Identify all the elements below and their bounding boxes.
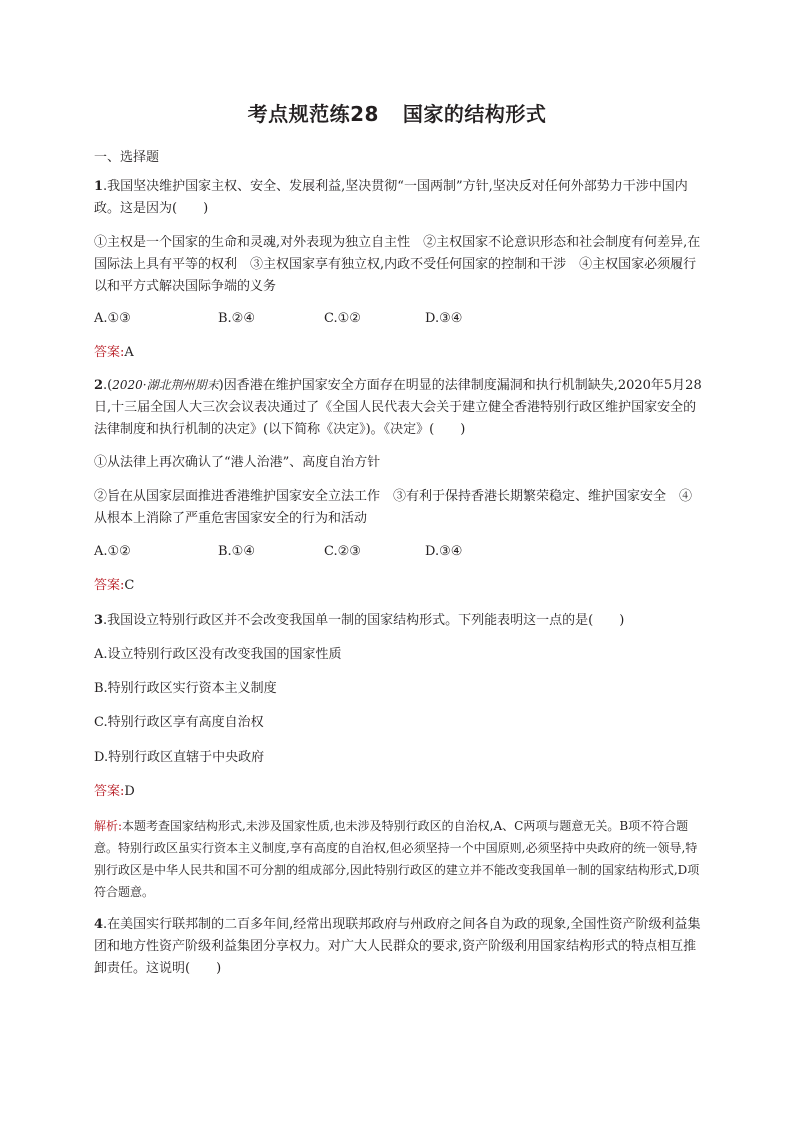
question-3-option-b: B.特别行政区实行资本主义制度 bbox=[94, 681, 277, 696]
title-left: 考点规范练28 bbox=[247, 102, 379, 126]
answer-label: 答案: bbox=[94, 784, 125, 799]
question-3-option-a: A.设立特别行政区没有改变我国的国家性质 bbox=[94, 647, 342, 662]
option-b: B.①④ bbox=[218, 544, 255, 559]
title-right: 国家的结构形式 bbox=[402, 102, 547, 126]
analysis-text: 本题考查国家结构形式,未涉及国家性质,也未涉及特别行政区的自治权,A、C两项与题意无关。B项不符合题意。特别行政区虽实行资本主义制度,享有高度的自治权,但必须坚持一个中国原则,必须坚持中央政府的统一领导,特别行政区是中华人民共和国不可分割的组成部分,因此特别行政区的建立并不能改变我国单一制的国家结构形式,D项符合题意。 bbox=[94, 819, 700, 899]
question-3-number: 3 bbox=[94, 613, 104, 628]
question-1-stem bbox=[94, 176, 704, 220]
question-3-option-d: D.特别行政区直辖于中央政府 bbox=[94, 750, 265, 765]
option-d: D.③④ bbox=[425, 311, 463, 326]
question-1-text: .我国坚决维护国家主权、安全、发展利益,坚决贯彻“一国两制”方针,坚决反对任何外部势力干涉中国内政。这是因为( ) bbox=[94, 179, 688, 216]
option-c: C.①② bbox=[324, 311, 361, 326]
answer-value: D bbox=[124, 784, 135, 799]
analysis-label: 解析: bbox=[94, 819, 123, 833]
question-2-stem bbox=[94, 374, 704, 441]
option-d: D.③④ bbox=[425, 544, 463, 559]
option-c: C.②③ bbox=[324, 544, 361, 559]
question-2-paren: .( bbox=[103, 378, 113, 393]
question-4-text: .在美国实行联邦制的二百多年间,经常出现联邦政府与州政府之间各自为政的现象,全国性资产阶级利益集团和地方性资产阶级利益集团分享权力。对广大人民群众的要求,资产阶级利用国家结构形式的特点相互推卸责任。这说明( ) bbox=[94, 917, 701, 976]
question-3-answer bbox=[94, 781, 704, 803]
answer-value: A bbox=[124, 345, 134, 360]
question-4-number: 4 bbox=[94, 917, 104, 932]
section-heading: 一、选择题 bbox=[94, 150, 160, 165]
question-3-option-c: C.特别行政区享有高度自治权 bbox=[94, 715, 264, 730]
option-b: B.②④ bbox=[218, 311, 255, 326]
question-3-stem bbox=[94, 610, 704, 632]
question-3-text: .我国设立特别行政区并不会改变我国单一制的国家结构形式。下列能表明这一点的是( ) bbox=[103, 613, 625, 628]
answer-label: 答案: bbox=[94, 345, 125, 360]
page-title bbox=[0, 98, 794, 127]
question-1-answer bbox=[94, 342, 704, 364]
option-a: A.①③ bbox=[94, 311, 131, 326]
question-2-text: )因香港在维护国家安全方面存在明显的法律制度漏洞和执行机制缺失,2020年5月28日,十三届全国人大三次会议表决通过了《全国人民代表大会关于建立健全香港特别行政区维护国家安全的法律制度和执行机制的决定》(以下简称《决定》)。《决定》( ) bbox=[94, 378, 702, 437]
question-3-analysis bbox=[94, 815, 704, 903]
question-2-number: 2 bbox=[94, 378, 104, 393]
question-2-answer bbox=[94, 575, 704, 597]
option-a: A.①② bbox=[94, 544, 131, 559]
question-2-source: 2020·湖北荆州期末 bbox=[112, 378, 219, 392]
question-1-number: 1 bbox=[94, 179, 104, 194]
answer-label: 答案: bbox=[94, 578, 125, 593]
question-2-statement-2: ②旨在从国家层面推进香港维护国家安全立法工作 ③有利于保持香港长期繁荣稳定、维护国家安全 ④从根本上消除了严重危害国家安全的行为和活动 bbox=[94, 489, 693, 526]
question-2-statement-1: ①从法律上再次确认了“港人治港”、高度自治方针 bbox=[94, 455, 381, 470]
question-1-statements: ①主权是一个国家的生命和灵魂,对外表现为独立自主性 ②主权国家不论意识形态和社会制度有何差异,在国际法上具有平等的权利 ③主权国家享有独立权,内政不受任何国家的控制和干涉 ④主权国家必须履行以和平方式解决国际争端的义务 bbox=[94, 235, 701, 294]
answer-value: C bbox=[124, 578, 135, 593]
question-4-stem bbox=[94, 914, 704, 980]
